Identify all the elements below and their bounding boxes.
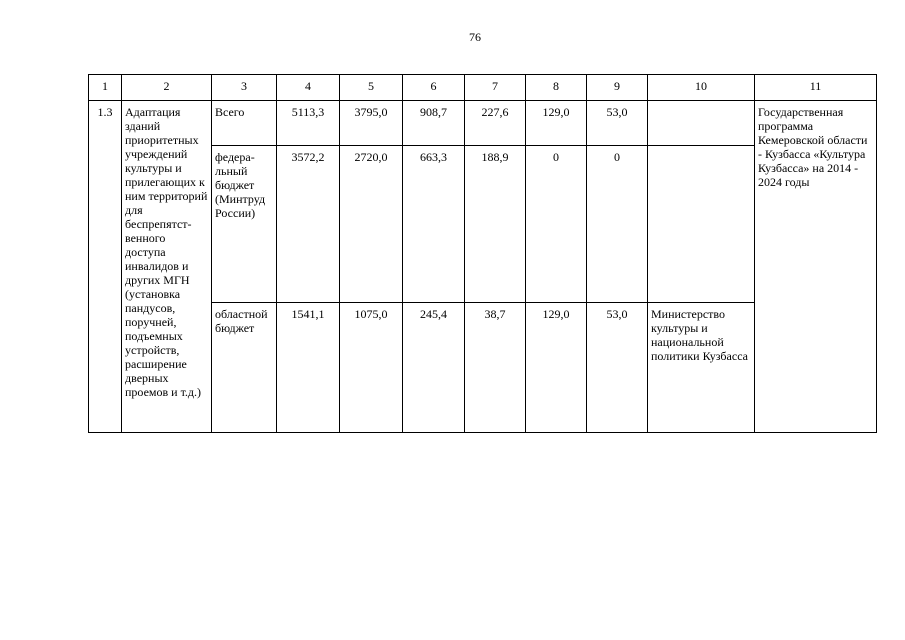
value-cell: 227,6	[465, 101, 526, 146]
value-cell: 245,4	[403, 303, 465, 433]
item-id-cell: 1.3	[89, 101, 122, 433]
value-cell: 1541,1	[277, 303, 340, 433]
header-cell: 10	[648, 75, 755, 101]
table-row	[89, 101, 877, 146]
value-cell: 53,0	[587, 101, 648, 146]
header-cell: 1	[89, 75, 122, 101]
value-cell: 0	[587, 145, 648, 303]
value-cell: 908,7	[403, 101, 465, 146]
value-cell: 0	[526, 145, 587, 303]
value-cell: 2720,0	[340, 145, 403, 303]
value-cell: 53,0	[587, 303, 648, 433]
executor-cell	[648, 145, 755, 303]
header-cell: 4	[277, 75, 340, 101]
program-cell: Государственная программа Кемеровской области - Кузбасса «Культура Кузбасса» на 2014 - 2024 годы	[755, 101, 877, 433]
value-cell: 129,0	[526, 101, 587, 146]
header-cell: 6	[403, 75, 465, 101]
source-cell: областной бюджет	[212, 303, 277, 433]
budget-table	[88, 74, 877, 433]
value-cell: 3572,2	[277, 145, 340, 303]
header-cell: 2	[122, 75, 212, 101]
page-number: 76	[469, 30, 481, 44]
header-cell: 8	[526, 75, 587, 101]
source-cell: федера-льный бюджет (Минтруд России)	[212, 145, 277, 303]
header-cell: 5	[340, 75, 403, 101]
item-description-cell: Адаптация зданий приоритетных учреждений культуры и прилегающих к ним территорий для беспрепятст-венного доступа инвалидов и других МГН (установка пандусов, поручней, подъемных устройств, расширение дверных проемов и т.д.)	[122, 101, 212, 433]
header-cell: 11	[755, 75, 877, 101]
table-header-row	[89, 75, 877, 101]
header-cell: 9	[587, 75, 648, 101]
header-cell: 3	[212, 75, 277, 101]
source-cell: Всего	[212, 101, 277, 146]
executor-cell: Министерство культуры и национальной политики Кузбасса	[648, 303, 755, 433]
value-cell: 129,0	[526, 303, 587, 433]
value-cell: 1075,0	[340, 303, 403, 433]
value-cell: 38,7	[465, 303, 526, 433]
executor-cell	[648, 101, 755, 146]
value-cell: 188,9	[465, 145, 526, 303]
value-cell: 663,3	[403, 145, 465, 303]
value-cell: 5113,3	[277, 101, 340, 146]
header-cell: 7	[465, 75, 526, 101]
value-cell: 3795,0	[340, 101, 403, 146]
